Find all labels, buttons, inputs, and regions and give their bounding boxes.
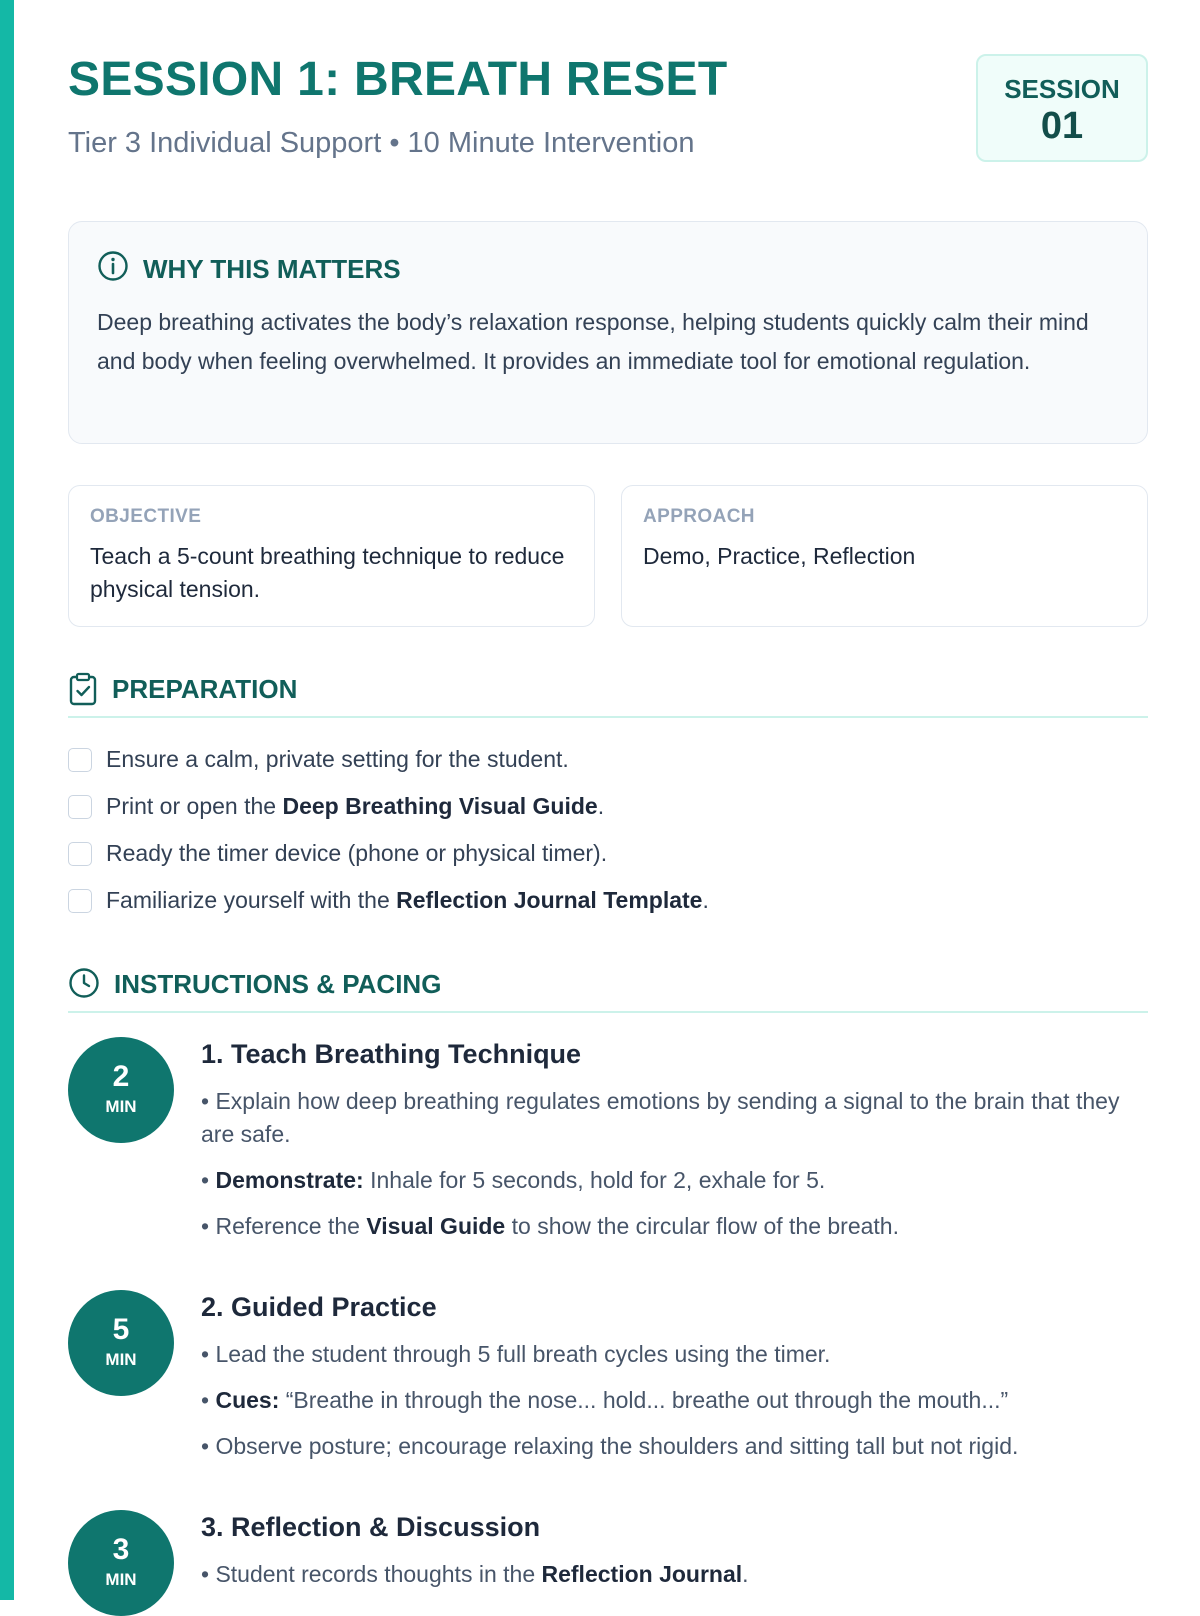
duration-minutes: 5	[112, 1313, 130, 1346]
session-badge-label: SESSION	[1004, 74, 1120, 104]
why-text: Deep breathing activates the body’s relaxation response, helping students quickly calm their mind and body when feeling overwhelmed. It provides an immediate tool for emotional regulation.	[97, 309, 1089, 374]
clipboard-check-icon	[68, 672, 98, 711]
why-this-matters-box	[68, 221, 1148, 444]
duration-minutes: 2	[112, 1060, 130, 1093]
checklist-item-text: Print or open the Deep Breathing Visual Guide.	[106, 793, 605, 819]
page-title: SESSION 1: BREATH RESET	[68, 53, 728, 106]
duration-unit: MIN	[105, 1097, 137, 1116]
objective-card	[68, 485, 595, 627]
step-bullet: • Lead the student through 5 full breath cycles using the timer.	[201, 1341, 831, 1367]
approach-card	[621, 485, 1148, 627]
why-heading: WHY THIS MATTERS	[143, 254, 401, 284]
duration-unit: MIN	[105, 1570, 137, 1589]
checklist-item	[68, 877, 1148, 924]
checklist-item-text: Familiarize yourself with the Reflection Journal Template.	[106, 887, 709, 913]
duration-unit: MIN	[105, 1350, 137, 1369]
checklist-item-text: Ready the timer device (phone or physical timer).	[106, 840, 608, 866]
lesson-page	[68, 0, 1148, 1589]
checkbox[interactable]	[68, 842, 92, 866]
accent-bar	[0, 0, 14, 1600]
checkbox[interactable]	[68, 795, 92, 819]
duration-minutes: 3	[112, 1533, 130, 1566]
duration-badge	[68, 1037, 174, 1143]
checklist-item	[68, 830, 1148, 877]
step-bullet: • Reference the Visual Guide to show the circular flow of the breath.	[201, 1213, 899, 1239]
instructions-heading: INSTRUCTIONS & PACING	[114, 969, 442, 999]
session-badge-number: 01	[1040, 105, 1084, 147]
checklist-item-text: Ensure a calm, private setting for the student.	[106, 746, 569, 772]
step-bullet: • Cues: “Breathe in through the nose... hold... breathe out through the mouth...”	[201, 1387, 1009, 1413]
step-title: 2. Guided Practice	[201, 1292, 437, 1322]
duration-badge	[68, 1290, 174, 1396]
info-icon	[97, 250, 129, 289]
step-bullet: • Explain how deep breathing regulates emotions by sending a signal to the brain that they are safe.	[201, 1088, 1120, 1147]
approach-text: Demo, Practice, Reflection	[643, 543, 916, 569]
duration-badge	[68, 1510, 174, 1616]
step-bullet: • Observe posture; encourage relaxing the shoulders and sitting tall but not rigid.	[201, 1433, 1019, 1459]
objective-text: Teach a 5-count breathing technique to reduce physical tension.	[90, 543, 565, 602]
step-bullet: • Demonstrate: Inhale for 5 seconds, hold for 2, exhale for 5.	[201, 1167, 826, 1193]
step-bullet: • Student records thoughts in the Reflection Journal.	[201, 1561, 749, 1587]
objective-label: OBJECTIVE	[90, 506, 202, 527]
page-subtitle: Tier 3 Individual Support • 10 Minute Intervention	[68, 127, 695, 159]
preparation-header	[68, 672, 1148, 718]
session-badge	[976, 54, 1148, 162]
checkbox[interactable]	[68, 748, 92, 772]
checklist-item	[68, 736, 1148, 783]
instructions-header	[68, 967, 1148, 1013]
clock-icon	[68, 967, 100, 1004]
approach-label: APPROACH	[643, 506, 755, 527]
step-title: 1. Teach Breathing Technique	[201, 1039, 582, 1069]
preparation-checklist	[68, 736, 1148, 924]
preparation-heading: PREPARATION	[112, 674, 298, 704]
page-header	[68, 0, 1148, 200]
step-title: 3. Reflection & Discussion	[201, 1512, 541, 1542]
checklist-item	[68, 783, 1148, 830]
checkbox[interactable]	[68, 889, 92, 913]
